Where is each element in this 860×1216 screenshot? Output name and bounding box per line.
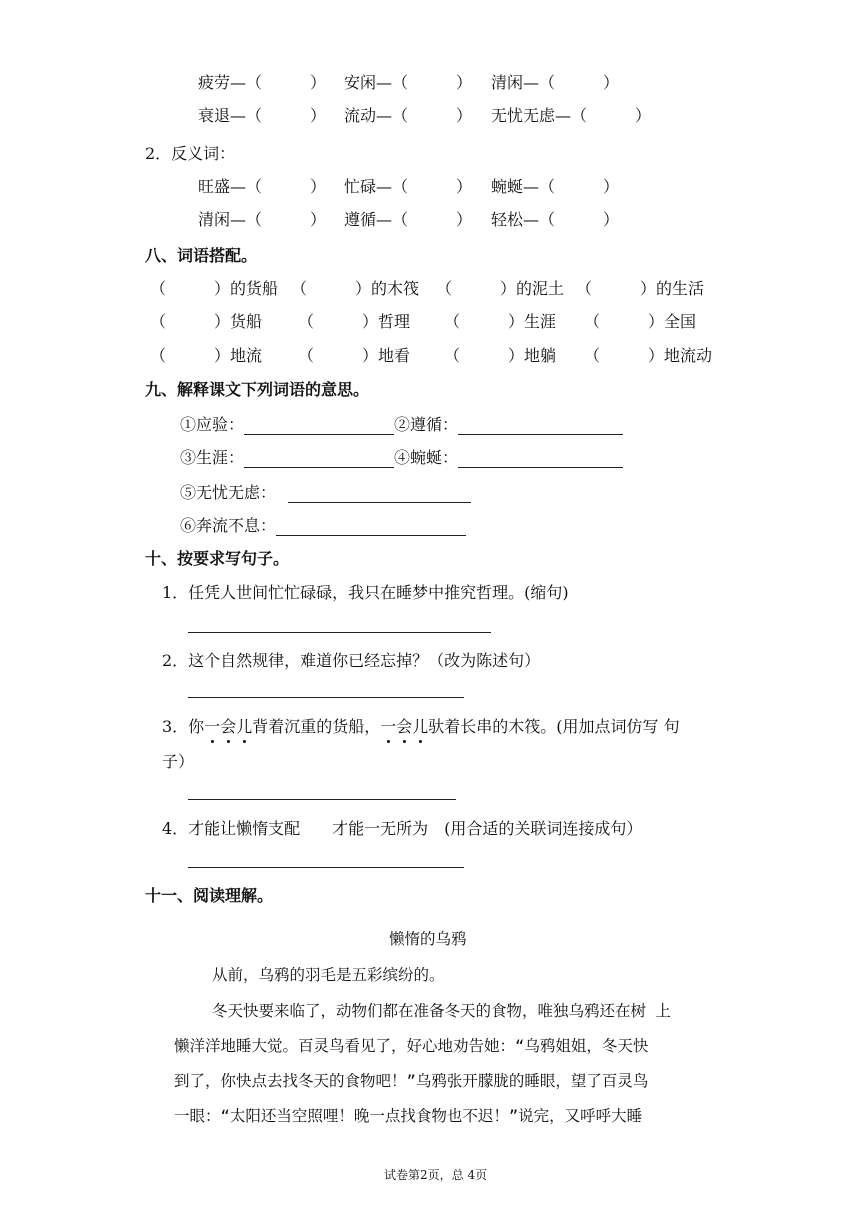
collocation-item: （ ）货船 — [150, 312, 263, 331]
q3-prefix: 3．你 — [162, 717, 205, 736]
dotted-word — [380, 717, 428, 736]
emphasis-char: 儿 — [412, 714, 428, 737]
answer-line[interactable] — [188, 697, 464, 698]
answer-line[interactable] — [188, 632, 491, 633]
synonym-item: 无忧无虑—（ ） — [491, 106, 652, 125]
answer-line[interactable] — [188, 867, 464, 868]
passage-line: 懒洋洋地睡大觉。百灵鸟看见了，好心地劝告她：“乌鸦姐姐，冬天快 — [174, 1037, 649, 1055]
emphasis-char: 儿 — [236, 714, 252, 737]
section-9-title: 九、解释课文下列词语的意思。 — [145, 380, 370, 399]
synonym-item: 清闲—（ ） — [491, 73, 620, 92]
collocation-item: （ ）哲理 — [298, 312, 411, 331]
synonym-item: 流动—（ ） — [344, 106, 473, 125]
collocation-item: （ ）的货船 — [150, 279, 279, 298]
question-4: 4．才能让懒惰支配 才能一无所为 (用合适的关联词连接成句） — [162, 819, 643, 838]
answer-line[interactable] — [188, 799, 456, 800]
definition-label: ⑥奔流不息： — [180, 516, 277, 535]
emphasis-char: 会 — [220, 714, 236, 737]
collocation-item: （ ）地躺 — [444, 346, 557, 365]
question-3 — [162, 714, 680, 737]
collocation-item: （ ）地流 — [150, 346, 263, 365]
section-10-title: 十、按要求写句子。 — [145, 549, 290, 568]
passage-title: 懒惰的乌鸦 — [389, 930, 467, 948]
definition-item-4 — [180, 513, 466, 536]
answer-blank[interactable] — [458, 449, 623, 468]
q3-suffix: 驮着长串的木筏。(用加点词仿写 句 — [428, 717, 680, 736]
page-footer: 试卷第2页，总 4页 — [384, 1168, 488, 1182]
definition-item-1 — [180, 412, 623, 435]
passage-line: 到了，你快点去找冬天的食物吧！”乌鸦张开朦胧的睡眼，望了百灵鸟 — [174, 1072, 649, 1090]
q3-middle: 背着沉重的货船， — [252, 717, 381, 736]
antonym-item: 忙碌—（ ） — [344, 177, 473, 196]
synonym-item: 疲劳—（ ） — [198, 73, 327, 92]
answer-blank[interactable] — [244, 416, 394, 435]
question-1: 1．任凭人世间忙忙碌碌，我只在睡梦中推究哲理。(缩句) — [162, 583, 569, 602]
question-2: 2．这个自然规律，难道你已经忘掉？（改为陈述句） — [162, 651, 541, 670]
collocation-item: （ ）地看 — [298, 346, 411, 365]
synonym-item: 衰退—（ ） — [198, 106, 327, 125]
passage-line: 一眼：“太阳还当空照哩！晚一点找食物也不迟！”说完，又呼呼大睡 — [174, 1107, 643, 1125]
definition-item-2 — [180, 445, 623, 468]
dotted-word — [204, 717, 252, 736]
section-8-title: 八、词语搭配。 — [145, 246, 258, 265]
collocation-item: （ ）的泥土 — [436, 279, 565, 298]
antonym-item: 蜿蜒—（ ） — [491, 177, 620, 196]
passage-line: 冬天快要来临了，动物们都在准备冬天的食物，唯独乌鸦还在树 上 — [212, 1002, 671, 1020]
passage-line: 从前，乌鸦的羽毛是五彩缤纷的。 — [212, 966, 445, 984]
antonym-item: 轻松—（ ） — [491, 210, 620, 229]
answer-blank[interactable] — [244, 449, 394, 468]
emphasis-char: 一 — [380, 714, 396, 737]
definition-label: ⑤无忧无虑： — [180, 483, 277, 502]
antonyms-label: 2．反义词： — [145, 144, 236, 163]
definition-item-3 — [180, 480, 471, 503]
collocation-item: （ ）的木筏 — [291, 279, 420, 298]
collocation-item: （ ）的生活 — [576, 279, 705, 298]
answer-blank[interactable] — [276, 517, 466, 536]
emphasis-char: 一 — [204, 714, 220, 737]
answer-blank[interactable] — [458, 416, 623, 435]
definition-label: ②遵循： — [394, 415, 459, 434]
definition-label: ④蜿蜒： — [394, 448, 459, 467]
question-3-continuation: 子） — [162, 752, 195, 771]
collocation-item: （ ）全国 — [584, 312, 697, 331]
antonym-item: 旺盛—（ ） — [198, 177, 327, 196]
emphasis-char: 会 — [396, 714, 412, 737]
section-11-title: 十一、阅读理解。 — [145, 886, 274, 905]
definition-label: ③生涯： — [180, 448, 245, 467]
antonym-item: 清闲—（ ） — [198, 210, 327, 229]
definition-label: ①应验： — [180, 415, 245, 434]
antonym-item: 遵循—（ ） — [344, 210, 473, 229]
answer-blank[interactable] — [288, 484, 471, 503]
synonym-item: 安闲—（ ） — [344, 73, 473, 92]
collocation-item: （ ）生涯 — [444, 312, 557, 331]
collocation-item: （ ）地流动 — [584, 346, 713, 365]
